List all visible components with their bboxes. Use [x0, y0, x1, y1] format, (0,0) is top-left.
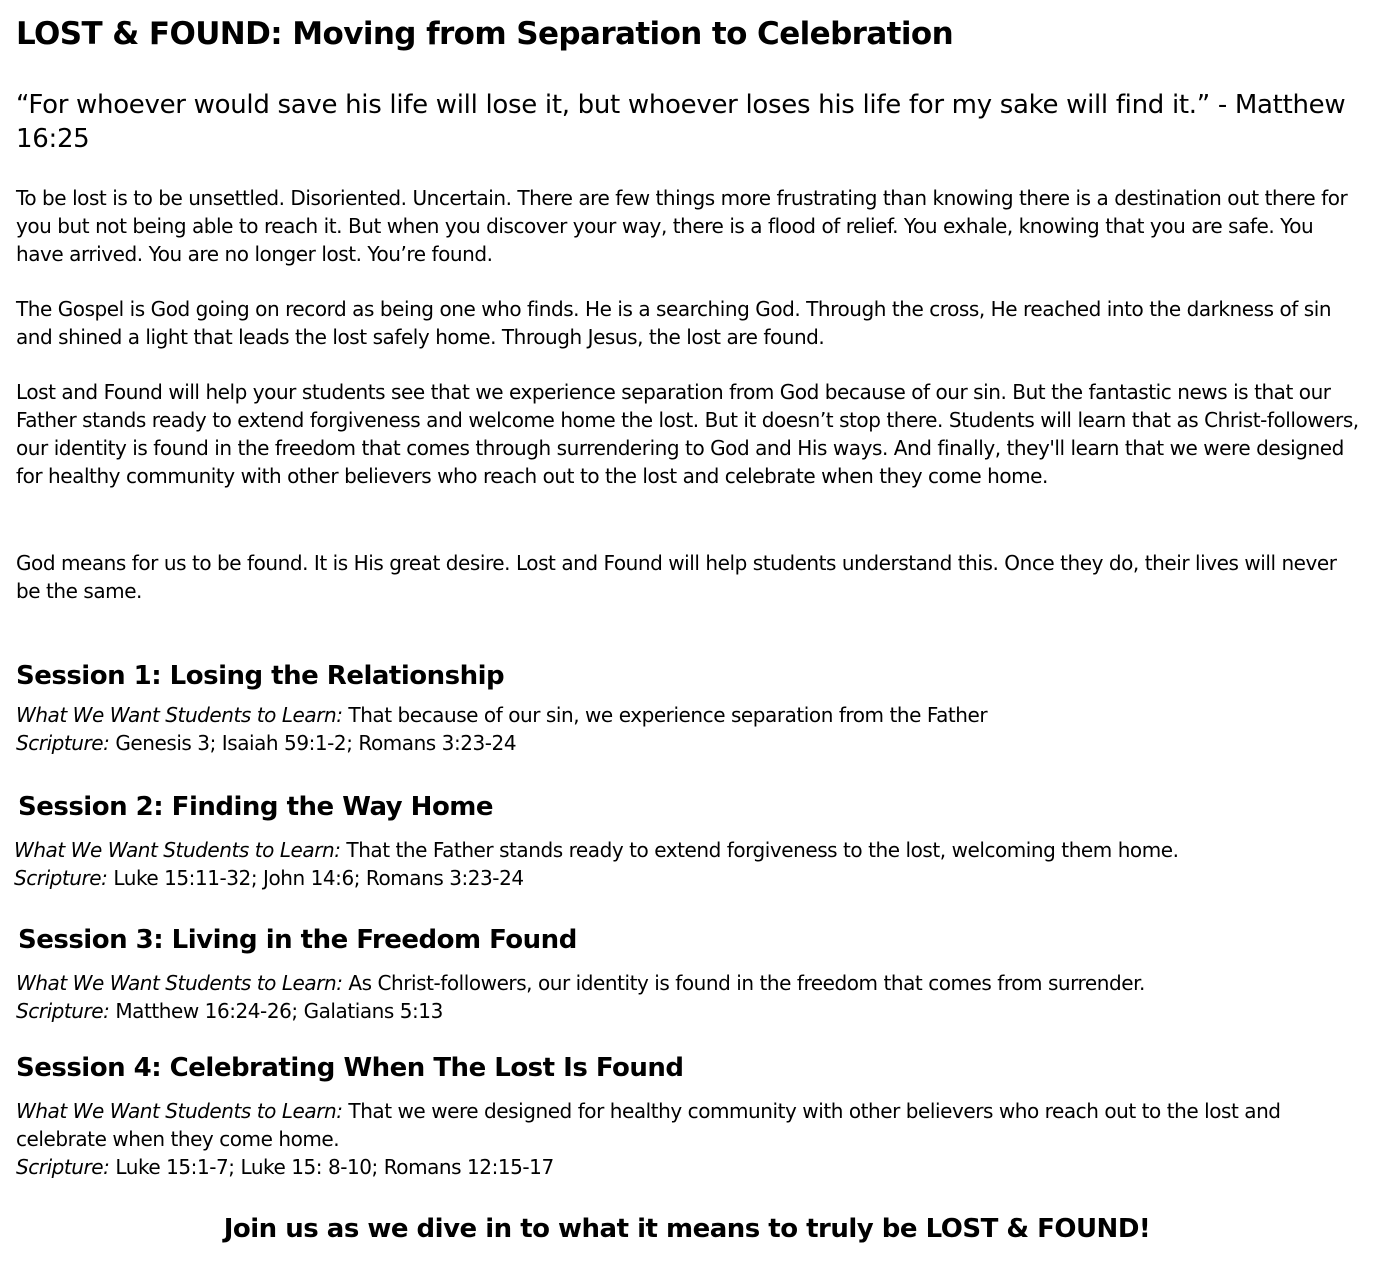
session-3-title: Session 3: Living in the Freedom Found — [18, 925, 577, 955]
scripture-label: Scripture: — [16, 1155, 110, 1179]
session-1-scripture — [16, 729, 1362, 757]
session-3-learn-text: As Christ-followers, our identity is found in the freedom that comes from surrender. — [348, 971, 1145, 995]
session-2-learn — [14, 836, 1364, 864]
learn-label: What We Want Students to Learn: — [16, 1099, 343, 1123]
session-1-learn — [16, 701, 1362, 729]
session-1-scripture-text: Genesis 3; Isaiah 59:1-2; Romans 3:23-24 — [115, 731, 517, 755]
session-3-scripture — [16, 997, 1364, 1025]
session-4-learn-text: That we were designed for healthy community with other believers who reach out to the lost and celebrate when they come home. — [16, 1099, 1281, 1151]
closing-call-to-action: Join us as we dive in to what it means to truly be LOST & FOUND! — [223, 1214, 1151, 1244]
learn-label: What We Want Students to Learn: — [16, 703, 343, 727]
session-2-learn-text: That the Father stands ready to extend forgiveness to the lost, welcoming them home. — [346, 838, 1179, 862]
scripture-label: Scripture: — [16, 731, 110, 755]
intro-paragraph-2: The Gospel is God going on record as being one who finds. He is a searching God. Through the cross, He reached into the darkness of sin and shined a light that leads the lost safely home. Through Jesus, the lost are found. — [16, 297, 1332, 349]
session-1 — [16, 660, 1362, 757]
intro-paragraph-3: Lost and Found will help your students see that we experience separation from God because of our sin. But the fantastic news is that our Father stands ready to extend forgiveness and welcome home the lost. But it doesn’t stop there. Students will learn that as Christ-followers, our identity is found in the freedom that comes through surrendering to God and His ways. And finally, they'll learn that we were designed for healthy community with other believers who reach out to the lost and celebrate when they come home. — [16, 380, 1359, 488]
session-3-scripture-text: Matthew 16:24-26; Galatians 5:13 — [115, 999, 443, 1023]
session-1-title: Session 1: Losing the Relationship — [16, 661, 505, 691]
session-3 — [18, 924, 1364, 1025]
session-1-learn-text: That because of our sin, we experience separation from the Father — [348, 703, 988, 727]
scripture-label: Scripture: — [16, 999, 110, 1023]
session-2 — [14, 791, 1364, 892]
session-4-title: Session 4: Celebrating When The Lost Is Found — [16, 1053, 684, 1083]
session-2-scripture-text: Luke 15:11-32; John 14:6; Romans 3:23-24 — [113, 866, 524, 890]
session-4-learn — [16, 1097, 1362, 1153]
scripture-label: Scripture: — [14, 866, 108, 890]
session-3-learn — [16, 969, 1364, 997]
scripture-quote: “For whoever would save his life will lose it, but whoever loses his life for my sake will find it.” - Matthew 16:25 — [16, 90, 1346, 154]
intro-paragraph-1: To be lost is to be unsettled. Disoriented. Uncertain. There are few things more frustrating than knowing there is a destination out there for you but not being able to reach it. But when you discover your way, there is a flood of relief. You exhale, knowing that you are safe. You have arrived. You are no longer lost. You’re found. — [16, 186, 1348, 266]
intro-paragraph-4: God means for us to be found. It is His great desire. Lost and Found will help students understand this. Once they do, their lives will never be the same. — [16, 551, 1337, 603]
session-4-scripture-text: Luke 15:1-7; Luke 15: 8-10; Romans 12:15-17 — [115, 1155, 554, 1179]
session-2-title: Session 2: Finding the Way Home — [18, 792, 494, 822]
learn-label: What We Want Students to Learn: — [14, 838, 341, 862]
document-title: LOST & FOUND: Moving from Separation to Celebration — [16, 16, 954, 52]
session-4 — [16, 1052, 1362, 1181]
learn-label: What We Want Students to Learn: — [16, 971, 343, 995]
session-4-scripture — [16, 1153, 1362, 1181]
session-2-scripture — [14, 864, 1364, 892]
